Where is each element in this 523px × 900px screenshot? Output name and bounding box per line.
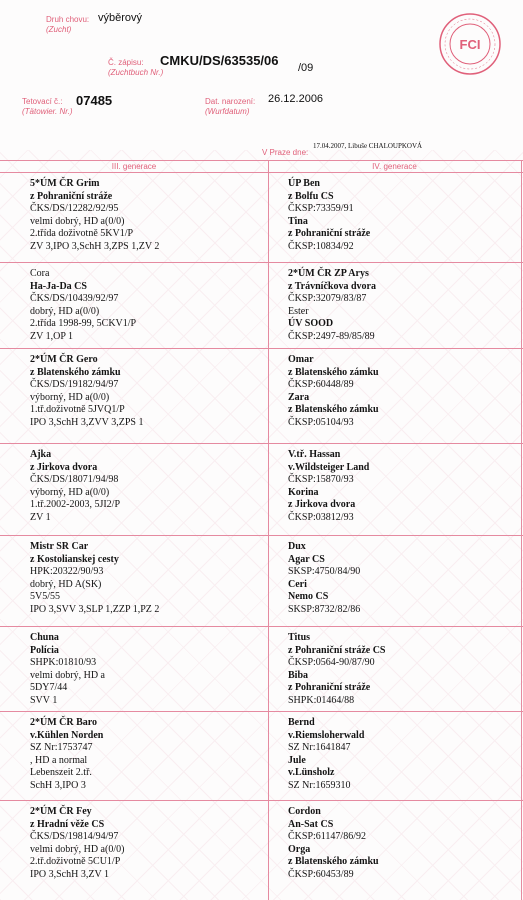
gen3-entry-line: Polícia bbox=[30, 644, 59, 656]
gen3-entry-line: HPK:20322/90/93 bbox=[30, 566, 104, 577]
gen3-entry-line: 5DY7/44 bbox=[30, 682, 68, 693]
gen4-entry-line: z Blatenského zámku bbox=[288, 404, 379, 415]
gen4-entry bbox=[288, 632, 513, 707]
gen3-entry-line: dobrý, HD a(0/0) bbox=[30, 305, 100, 317]
gen4-entry-line: ČKSP:61147/86/92 bbox=[288, 831, 366, 842]
gen4-entry-line: z Pohraniční stráže bbox=[288, 228, 371, 239]
gen3-entry-line: ZV 1 bbox=[30, 511, 51, 523]
tattoo-label: Tetovací č.: (Tätowier. Nr.) bbox=[22, 97, 73, 116]
gen3-entry-line: 5*ÚM ČR Grim bbox=[30, 178, 100, 189]
gen3-entry bbox=[30, 632, 260, 707]
gen4-entry-line: V.tř. Hassan bbox=[288, 449, 341, 460]
gen3-entry bbox=[30, 717, 260, 792]
gen3-entry-line: 1.tř.2002-2003, 5JI2/P bbox=[30, 499, 120, 510]
gen3-entry-line: IPO 3,SchH 3,ZV 1 bbox=[30, 868, 109, 880]
gen4-entry-line: z Trávníčkova dvora bbox=[288, 280, 376, 292]
gen4-entry-line: Titus bbox=[288, 632, 311, 643]
gen4-entry-line: z Pohraniční stráže CS bbox=[288, 644, 386, 656]
gen4-entry-line: Tina bbox=[288, 215, 308, 227]
gen3-entry-line: ČKS/DS/10439/92/97 bbox=[30, 293, 119, 304]
gen3-entry-line: 2.třída doživotně 5KV1/P bbox=[30, 228, 134, 239]
gen4-entry-line: 2*ÚM ČR ZP Arys bbox=[288, 268, 369, 279]
gen3-entry-line: výborný, HD a(0/0) bbox=[30, 391, 110, 403]
gen4-entry-line: Nemo CS bbox=[288, 591, 329, 602]
gen3-entry-line: z Kostolianskej cesty bbox=[30, 553, 119, 565]
gen4-entry-line: Ceri bbox=[288, 578, 307, 590]
gen4-entry-line: Omar bbox=[288, 354, 314, 365]
gen4-entry-line: Agar CS bbox=[288, 553, 325, 565]
gen4-entry-line: z Blatenského zámku bbox=[288, 856, 379, 867]
row-divider bbox=[0, 711, 523, 712]
row-divider bbox=[0, 348, 523, 349]
gen4-entry-line: Orga bbox=[288, 843, 311, 855]
gen4-entry-line: ČKSP:05104/93 bbox=[288, 416, 354, 428]
studbook-suffix: /09 bbox=[298, 62, 314, 74]
row-divider bbox=[0, 535, 523, 536]
gen4-entry bbox=[288, 541, 513, 616]
gen4-entry-line: v.Wildsteiger Land bbox=[288, 461, 370, 473]
gen4-entry-line: SKSP:8732/82/86 bbox=[288, 603, 361, 615]
gen4-entry-line: Biba bbox=[288, 669, 309, 681]
studbook-label: Č. zápisu: (Zuchtbuch Nr.) bbox=[108, 58, 164, 77]
gen4-entry-line: Zara bbox=[288, 391, 310, 403]
gen3-entry-line: Lebenszeit 2.tř. bbox=[30, 767, 92, 778]
tattoo-value: 07485 bbox=[76, 93, 113, 108]
gen4-entry-line: Bernd bbox=[288, 717, 315, 728]
gen3-entry-line: v.Kühlen Norden bbox=[30, 729, 104, 741]
gen3-entry-line: Chuna bbox=[30, 632, 59, 643]
gen3-entry-line: velmi dobrý, HD a(0/0) bbox=[30, 843, 125, 855]
gen3-entry-line: dobrý, HD A(SK) bbox=[30, 578, 102, 590]
column-header-gen3: III. generace bbox=[111, 162, 157, 171]
gen3-entry bbox=[30, 178, 260, 253]
gen4-entry-line: z Blatenského zámku bbox=[288, 366, 379, 378]
row-divider bbox=[0, 626, 523, 627]
gen4-entry-line: Jule bbox=[288, 754, 306, 766]
gen3-entry-line: Mistr SR Car bbox=[30, 541, 89, 552]
gen4-entry-line: An-Sat CS bbox=[288, 818, 334, 830]
gen3-entry-line: IPO 3,SchH 3,ZVV 3,ZPS 1 bbox=[30, 416, 144, 428]
gen3-entry-line: 1.tř.doživotně 5JVQ1/P bbox=[30, 404, 125, 415]
gen3-entry-line: 2*ÚM ČR Baro bbox=[30, 717, 98, 728]
gen3-entry-line: z Jirkova dvora bbox=[30, 461, 98, 473]
gen4-entry-line: ČKSP:73359/91 bbox=[288, 203, 354, 214]
gen4-entry bbox=[288, 806, 513, 881]
gen3-entry-line: z Blatenského zámku bbox=[30, 366, 121, 378]
row-divider bbox=[0, 443, 523, 444]
gen4-entry-line: SZ Nr:1659310 bbox=[288, 779, 351, 791]
gen3-entry-line: , HD a normal bbox=[30, 754, 88, 766]
gen4-entry-line: Ester bbox=[288, 305, 309, 317]
gen3-entry bbox=[30, 354, 260, 429]
gen3-entry-line: z Pohraniční stráže bbox=[30, 190, 113, 202]
gen4-entry-line: ÚV SOOD bbox=[288, 318, 334, 329]
gen4-entry bbox=[288, 354, 513, 429]
gen3-entry-line: ZV 1,OP 1 bbox=[30, 330, 74, 342]
table-center-rule bbox=[268, 160, 269, 900]
gen3-entry-line: velmi dobrý, HD a(0/0) bbox=[30, 215, 125, 227]
gen3-entry-line: ČKS/DS/19182/94/97 bbox=[30, 379, 119, 390]
gen4-entry-line: SZ Nr:1641847 bbox=[288, 742, 351, 753]
table-top-rule bbox=[0, 160, 523, 161]
gen3-entry-line: výborný, HD a(0/0) bbox=[30, 486, 110, 498]
gen4-entry bbox=[288, 268, 513, 343]
gen4-entry-line: v.Riemsloherwald bbox=[288, 729, 365, 741]
column-header-gen4: IV. generace bbox=[372, 162, 417, 171]
table-right-rule bbox=[521, 160, 522, 900]
gen3-entry-line: 2.třída 1998-99, 5CKV1/P bbox=[30, 318, 137, 329]
gen4-entry-line: z Jirkova dvora bbox=[288, 499, 356, 510]
row-divider bbox=[0, 800, 523, 801]
gen4-entry-line: ČKSP:2497-89/85/89 bbox=[288, 330, 375, 342]
gen3-entry-line: SVV 1 bbox=[30, 694, 58, 706]
gen3-entry-line: velmi dobrý, HD a bbox=[30, 669, 105, 681]
gen3-entry-line: IPO 3,SVV 3,SLP 1,ZZP 1,PZ 2 bbox=[30, 603, 160, 615]
gen3-entry bbox=[30, 449, 260, 524]
fci-logo-text: FCI bbox=[459, 37, 481, 52]
gen4-entry-line: Korina bbox=[288, 486, 319, 498]
row-divider bbox=[0, 262, 523, 263]
gen3-entry bbox=[30, 541, 260, 616]
gen3-entry-line: ČKS/DS/18071/94/98 bbox=[30, 474, 119, 485]
studbook-value: CMKU/DS/63535/06 bbox=[160, 53, 279, 68]
dob-value: 26.12.2006 bbox=[268, 93, 324, 105]
gen3-entry-line: Ajka bbox=[30, 449, 52, 460]
gen3-entry-line: ZV 3,IPO 3,SchH 3,ZPS 1,ZV 2 bbox=[30, 240, 160, 252]
gen4-entry-line: ČKSP:32079/83/87 bbox=[288, 293, 367, 304]
dob-label: Dat. narození: (Wurfdatum) bbox=[205, 97, 256, 116]
gen3-entry-line: SHPK:01810/93 bbox=[30, 657, 97, 668]
gen4-entry-line: ČKSP:60448/89 bbox=[288, 379, 354, 390]
gen4-entry-line: Dux bbox=[288, 541, 306, 552]
gen4-entry bbox=[288, 178, 513, 253]
gen4-entry-line: z Bolfu CS bbox=[288, 190, 334, 202]
table-header-rule bbox=[0, 172, 523, 173]
gen4-entry-line: ČKSP:10834/92 bbox=[288, 240, 354, 252]
gen3-entry-line: 2*ÚM ČR Gero bbox=[30, 354, 98, 365]
gen3-entry-line: z Hradní věže CS bbox=[30, 818, 105, 830]
breed-label: Druh chovu: (Zucht) bbox=[46, 15, 90, 34]
gen4-entry bbox=[288, 449, 513, 524]
place-label: V Praze dne: bbox=[262, 148, 309, 157]
gen3-entry-line: 2.tř.doživotně 5CU1/P bbox=[30, 856, 121, 867]
place-value: 17.04.2007, Libuše CHALOUPKOVÁ bbox=[313, 142, 423, 150]
gen3-entry-line: ČKS/DS/12282/92/95 bbox=[30, 203, 119, 214]
breed-value: výběrový bbox=[98, 12, 143, 24]
gen4-entry-line: SHPK:01464/88 bbox=[288, 694, 355, 706]
gen4-entry-line: SKSP:4750/84/90 bbox=[288, 566, 361, 577]
gen3-entry-line: 5V5/55 bbox=[30, 591, 60, 602]
gen4-entry bbox=[288, 717, 513, 792]
fci-logo bbox=[438, 12, 502, 76]
gen4-entry-line: ČKSP:15870/93 bbox=[288, 474, 354, 485]
gen3-entry bbox=[30, 268, 260, 343]
gen4-entry-line: ČKSP:03812/93 bbox=[288, 511, 354, 523]
gen3-entry-line: SchH 3,IPO 3 bbox=[30, 779, 86, 791]
gen4-entry-line: z Pohraniční stráže bbox=[288, 682, 371, 693]
gen4-entry-line: Cordon bbox=[288, 806, 321, 817]
gen4-entry-line: v.Lünsholz bbox=[288, 767, 335, 778]
gen3-entry-line: 2*ÚM ČR Fey bbox=[30, 806, 92, 817]
gen3-entry-line: Ha-Ja-Da CS bbox=[30, 280, 87, 292]
gen4-entry-line: ČKSP:60453/89 bbox=[288, 868, 354, 880]
gen4-entry-line: ČKSP:0564-90/87/90 bbox=[288, 657, 375, 668]
gen3-entry bbox=[30, 806, 260, 881]
gen4-entry-line: ÚP Ben bbox=[288, 178, 320, 189]
gen3-entry-line: Cora bbox=[30, 268, 50, 279]
gen3-entry-line: ČKS/DS/19814/94/97 bbox=[30, 831, 119, 842]
gen3-entry-line: SZ Nr:1753747 bbox=[30, 742, 93, 753]
